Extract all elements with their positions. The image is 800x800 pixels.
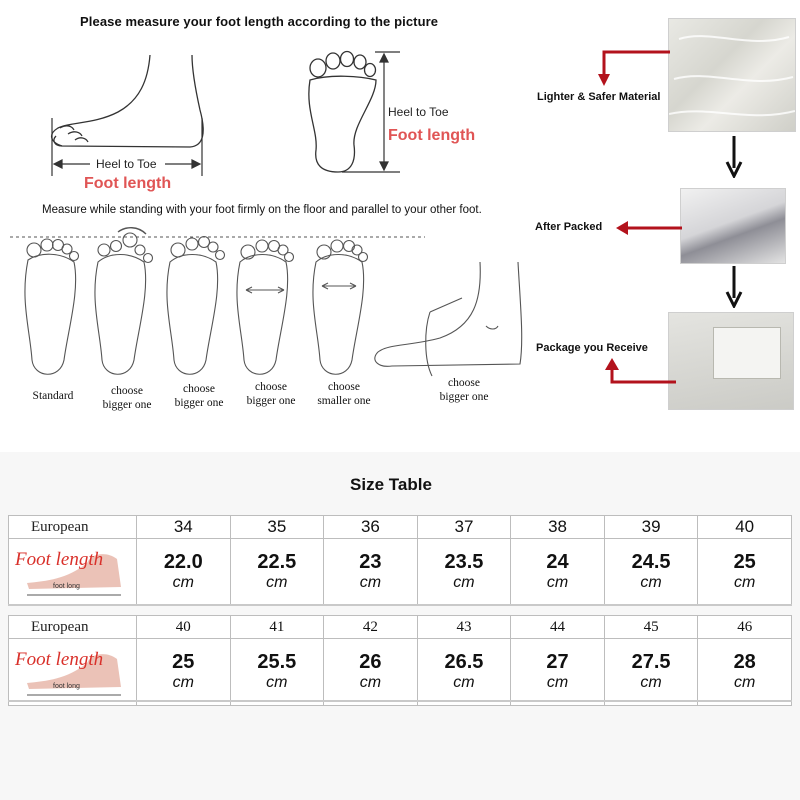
foot-type-6-side xyxy=(375,262,522,376)
sole-foot-drawing xyxy=(309,52,376,173)
length-cell: 24 cm xyxy=(511,539,605,606)
eu-size-cell: 38 xyxy=(511,516,605,539)
bubble-wrap-image xyxy=(668,18,796,132)
down-arrow-icon xyxy=(724,134,744,178)
foot-length-header xyxy=(9,539,137,606)
european-row xyxy=(9,616,792,639)
eu-size-cell: 34 xyxy=(137,516,231,539)
foot-length-row xyxy=(9,539,792,606)
european-row xyxy=(9,516,792,539)
size-table-1 xyxy=(8,515,792,606)
eu-size-cell: 40 xyxy=(698,516,792,539)
foot-length-row xyxy=(9,639,792,706)
foot-type-caption: choose smaller one xyxy=(317,381,371,407)
step-package-receive: Package you Receive xyxy=(536,342,648,354)
length-cell: 27.5 cm xyxy=(604,639,698,706)
size-table-2 xyxy=(8,615,792,706)
step-lighter-material: Lighter & Safer Material xyxy=(537,91,661,103)
sole-heel-to-toe-label: Heel to Toe xyxy=(388,105,449,119)
red-arrow-icon xyxy=(614,218,684,238)
bubble-pattern xyxy=(669,19,795,131)
length-cell: 26 cm xyxy=(324,639,418,706)
length-cell: 25 cm xyxy=(137,639,231,706)
foot-type-caption: Standard xyxy=(32,390,74,402)
row-header-european: European xyxy=(9,516,137,539)
foot-length-label: Foot length xyxy=(15,549,104,570)
sole-foot-length-label: Foot length xyxy=(388,127,476,144)
measure-note: Measure while standing with your foot firmly on the floor and parallel to your other foot. xyxy=(42,204,482,216)
size-table-title: Size Table xyxy=(350,475,432,494)
table-separator xyxy=(8,700,792,702)
foot-type-caption: choose bigger one xyxy=(102,385,152,411)
foot-length-header xyxy=(9,639,137,706)
foot-type-2 xyxy=(95,228,153,375)
length-cell: 27 cm xyxy=(511,639,605,706)
package-received-image xyxy=(668,312,794,410)
down-arrow-icon xyxy=(724,264,744,308)
length-cell: 24.5 cm xyxy=(604,539,698,606)
length-cell: 26.5 cm xyxy=(417,639,511,706)
foot-type-caption: choose bigger one xyxy=(439,377,489,403)
length-cell: 28 cm xyxy=(698,639,792,706)
length-cell: 25.5 cm xyxy=(230,639,324,706)
foot-type-caption: choose bigger one xyxy=(246,381,296,407)
length-cell: 22.5 cm xyxy=(230,539,324,606)
foot-type-caption: choose bigger one xyxy=(174,383,224,409)
eu-size-cell: 37 xyxy=(417,516,511,539)
eu-size-cell: 41 xyxy=(230,616,324,639)
eu-size-cell: 39 xyxy=(604,516,698,539)
length-cell: 23 cm xyxy=(324,539,418,606)
foot-long-caption: foot long xyxy=(53,683,80,690)
foot-long-caption: foot long xyxy=(53,583,80,590)
length-cell: 23.5 cm xyxy=(417,539,511,606)
eu-size-cell: 45 xyxy=(604,616,698,639)
eu-size-cell: 36 xyxy=(324,516,418,539)
eu-size-cell: 43 xyxy=(417,616,511,639)
foot-length-label: Foot length xyxy=(15,649,104,670)
step-after-packed: After Packed xyxy=(535,221,603,233)
eu-size-cell: 46 xyxy=(698,616,792,639)
foot-type-5 xyxy=(313,240,368,374)
foot-type-standard xyxy=(25,239,79,374)
table-separator xyxy=(8,604,792,606)
eu-size-cell: 35 xyxy=(230,516,324,539)
shipping-label xyxy=(713,327,781,379)
length-cell: 22.0 cm xyxy=(137,539,231,606)
side-foot-drawing xyxy=(52,55,204,147)
row-header-european: European xyxy=(9,616,137,639)
length-cell: 25 cm xyxy=(698,539,792,606)
eu-size-cell: 40 xyxy=(137,616,231,639)
foot-type-4 xyxy=(237,240,294,374)
eu-size-cell: 42 xyxy=(324,616,418,639)
side-heel-to-toe-label: Heel to Toe xyxy=(96,157,157,171)
measure-title: Please measure your foot length according to the picture xyxy=(80,14,439,29)
foot-type-3 xyxy=(167,237,225,375)
red-arrow-icon xyxy=(596,30,676,90)
packed-shoes-image xyxy=(680,188,786,264)
red-arrow-icon xyxy=(600,356,680,390)
eu-size-cell: 44 xyxy=(511,616,605,639)
side-foot-length-label: Foot length xyxy=(84,175,172,192)
